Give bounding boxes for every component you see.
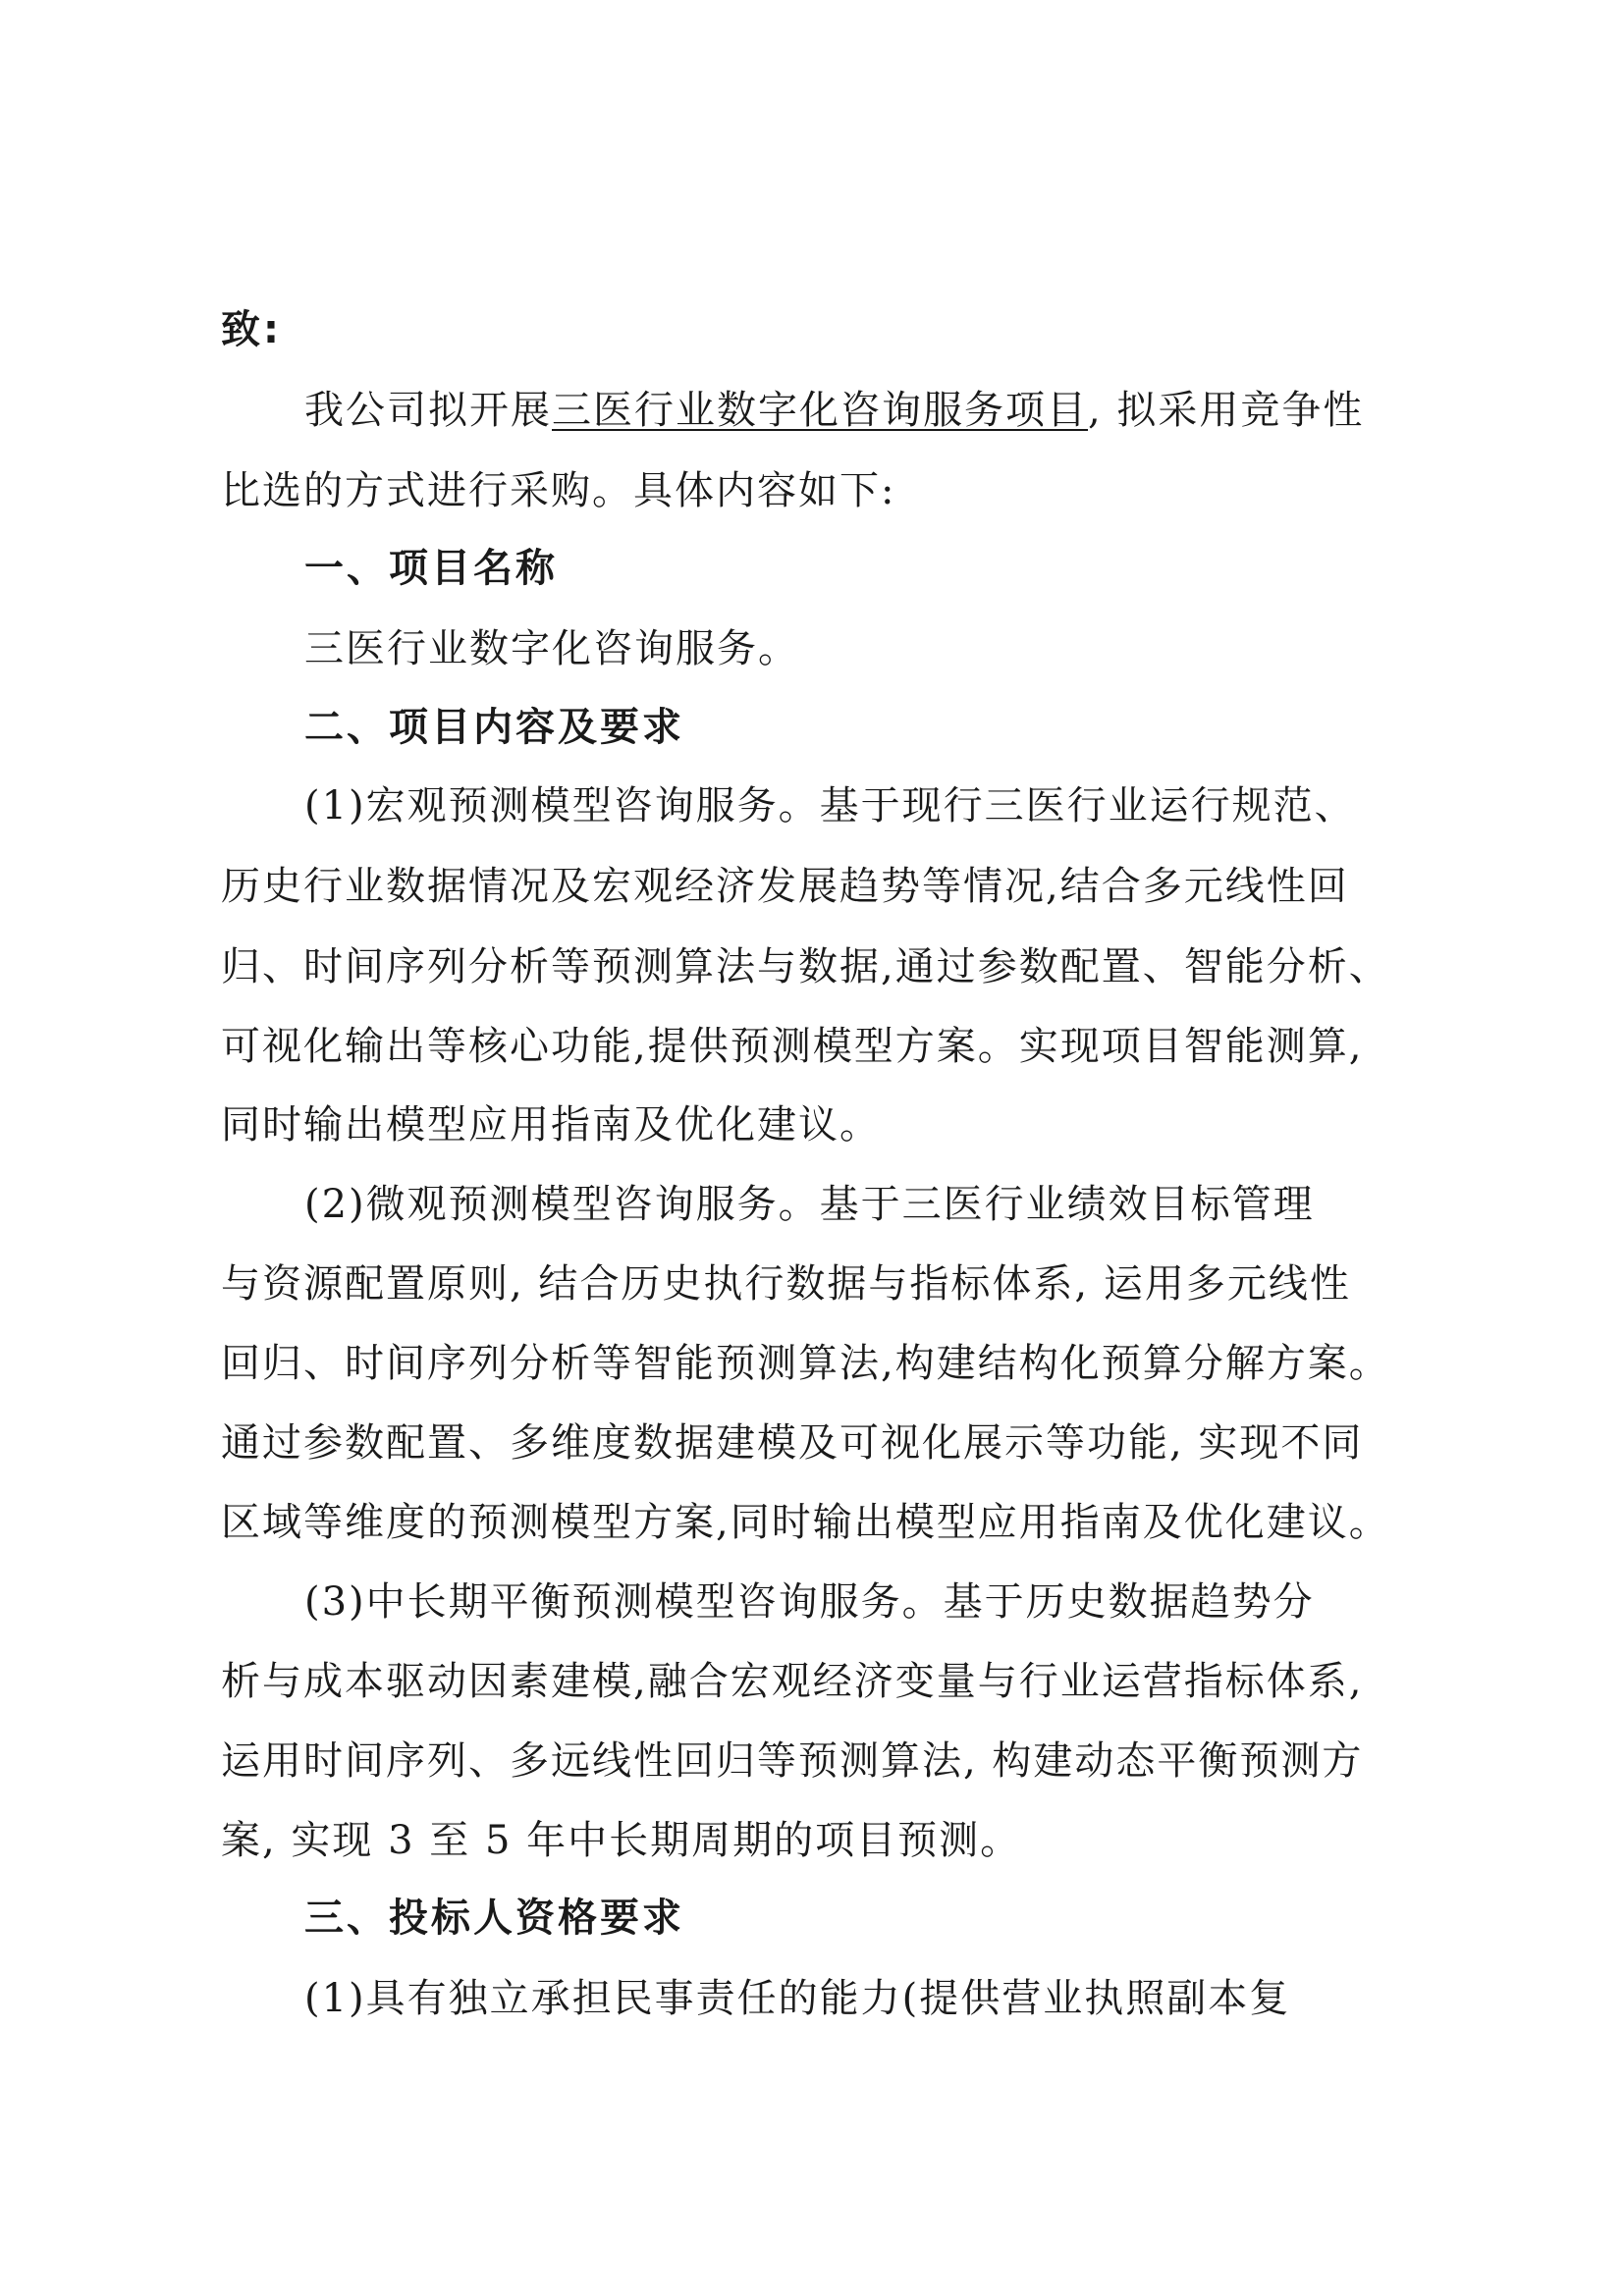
section-2-item-2-line: 通过参数配置、多维度数据建模及可视化展示等功能, 实现不同 bbox=[221, 1420, 1364, 1466]
salutation: 致: bbox=[221, 307, 282, 352]
section-1-body: 三医行业数字化咨询服务。 bbox=[304, 626, 799, 671]
section-3-item-1-line: (1)具有独立承担民事责任的能力(提供营业执照副本复 bbox=[304, 1976, 1291, 2021]
section-2-item-3-line: (3)中长期平衡预测模型咨询服务。基于历史数据趋势分 bbox=[304, 1579, 1315, 1625]
section-2-item-1-line: 同时输出模型应用指南及优化建议。 bbox=[221, 1102, 881, 1148]
section-3-heading: 三、投标人资格要求 bbox=[304, 1896, 684, 1941]
section-2-item-1-line: (1)宏观预测模型咨询服务。基于现行三医行业运行规范、 bbox=[304, 783, 1356, 828]
section-2-item-2-line: 回归、时间序列分析等智能预测算法,构建结构化预算分解方案。 bbox=[221, 1341, 1390, 1386]
section-2-item-3-line: 运用时间序列、多远线性回归等预测算法, 构建动态平衡预测方 bbox=[221, 1738, 1364, 1784]
section-2-item-1-line: 归、时间序列分析等预测算法与数据,通过参数配置、智能分析、 bbox=[221, 944, 1390, 989]
intro-text-end: , 拟采用竞争性 bbox=[1088, 388, 1365, 433]
section-2-item-3-line: 析与成本驱动因素建模,融合宏观经济变量与行业运营指标体系, bbox=[221, 1659, 1364, 1704]
section-2-item-2-line: 区域等维度的预测模型方案,同时输出模型应用指南及优化建议。 bbox=[221, 1500, 1390, 1545]
intro-line-2: 比选的方式进行采购。具体内容如下: bbox=[221, 468, 896, 513]
section-2-item-2-line: (2)微观预测模型咨询服务。基于三医行业绩效目标管理 bbox=[304, 1182, 1315, 1227]
section-2-item-1-line: 可视化输出等核心功能,提供预测模型方案。实现项目智能测算, bbox=[221, 1024, 1364, 1069]
section-2-item-2-line: 与资源配置原则, 结合历史执行数据与指标体系, 运用多元线性 bbox=[221, 1261, 1351, 1307]
section-1-heading: 一、项目名称 bbox=[304, 546, 558, 591]
section-2-heading: 二、项目内容及要求 bbox=[304, 705, 684, 750]
section-2-item-3-line: 案, 实现 3 至 5 年中长期周期的项目预测。 bbox=[221, 1818, 1022, 1863]
intro-line-1 bbox=[304, 387, 1364, 434]
project-name-underlined: 三医行业数字化咨询服务项目 bbox=[552, 388, 1088, 433]
intro-text-start: 我公司拟开展 bbox=[304, 388, 552, 433]
section-2-item-1-line: 历史行业数据情况及宏观经济发展趋势等情况,结合多元线性回 bbox=[221, 864, 1349, 909]
